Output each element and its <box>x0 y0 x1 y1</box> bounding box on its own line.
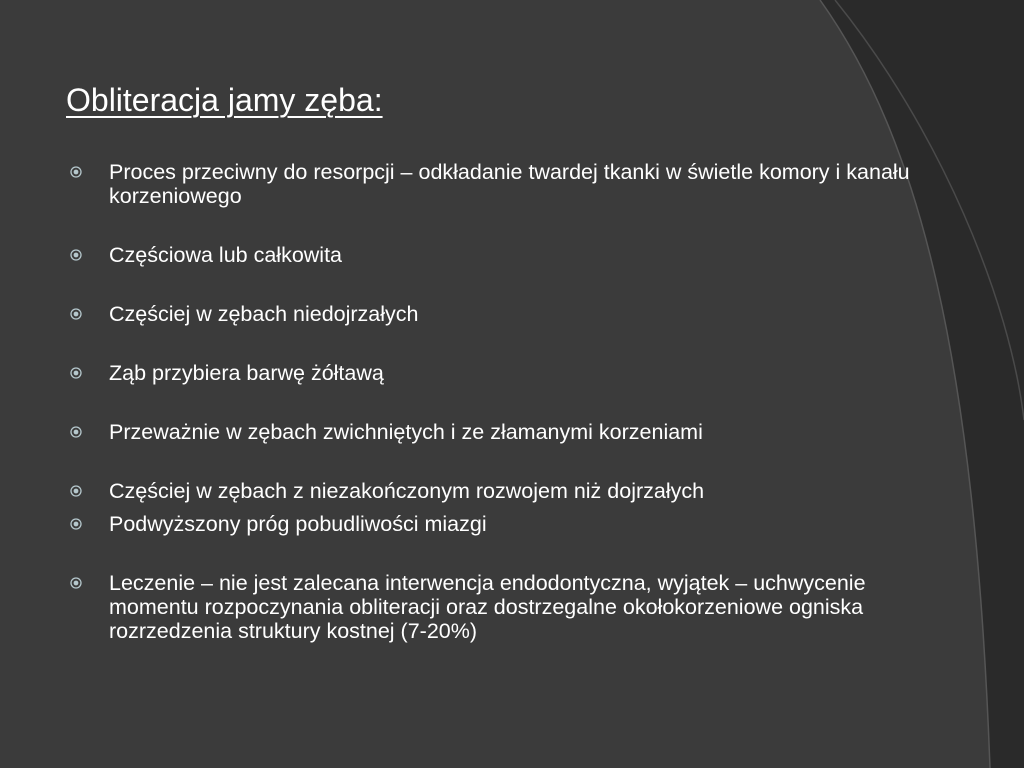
bullet-item <box>70 160 950 208</box>
slide-title: Obliteracja jamy zęba: <box>66 82 383 118</box>
circle-bullet-icon <box>70 166 82 178</box>
bullet-item <box>70 571 950 643</box>
bullet-text: Proces przeciwny do resorpcji – odkładanie twardej tkanki w świetle komory i kanału korzeniowego <box>109 160 910 208</box>
circle-bullet-icon <box>70 577 82 589</box>
circle-bullet-icon <box>70 308 82 320</box>
circle-bullet-icon <box>70 426 82 438</box>
bullet-text: Częściej w zębach niedojrzałych <box>109 302 419 326</box>
bullet-item <box>70 479 950 503</box>
circle-bullet-icon <box>70 249 82 261</box>
bullet-item <box>70 243 950 267</box>
bullet-item <box>70 361 950 385</box>
bullet-item <box>70 302 950 326</box>
bullet-text: Częściowa lub całkowita <box>109 243 343 267</box>
bullet-item <box>70 512 950 536</box>
bullet-text: Podwyższony próg pobudliwości miazgi <box>109 512 487 536</box>
circle-bullet-icon <box>70 367 82 379</box>
bullet-text: Częściej w zębach z niezakończonym rozwojem niż dojrzałych <box>109 479 705 503</box>
circle-bullet-icon <box>70 518 82 530</box>
bullet-item <box>70 420 950 444</box>
circle-bullet-icon <box>70 485 82 497</box>
bullet-list <box>70 160 950 643</box>
bullet-text: Przeważnie w zębach zwichniętych i ze złamanymi korzeniami <box>109 420 703 444</box>
bullet-text: Leczenie – nie jest zalecana interwencja endodontyczna, wyjątek – uchwycenie momentu rozpoczynania obliteracji oraz dostrzegalne okołokorzeniowe ogniska rozrzedzenia struktury kostnej (7-20%) <box>109 571 866 643</box>
bullet-text: Ząb przybiera barwę żółtawą <box>109 361 384 385</box>
